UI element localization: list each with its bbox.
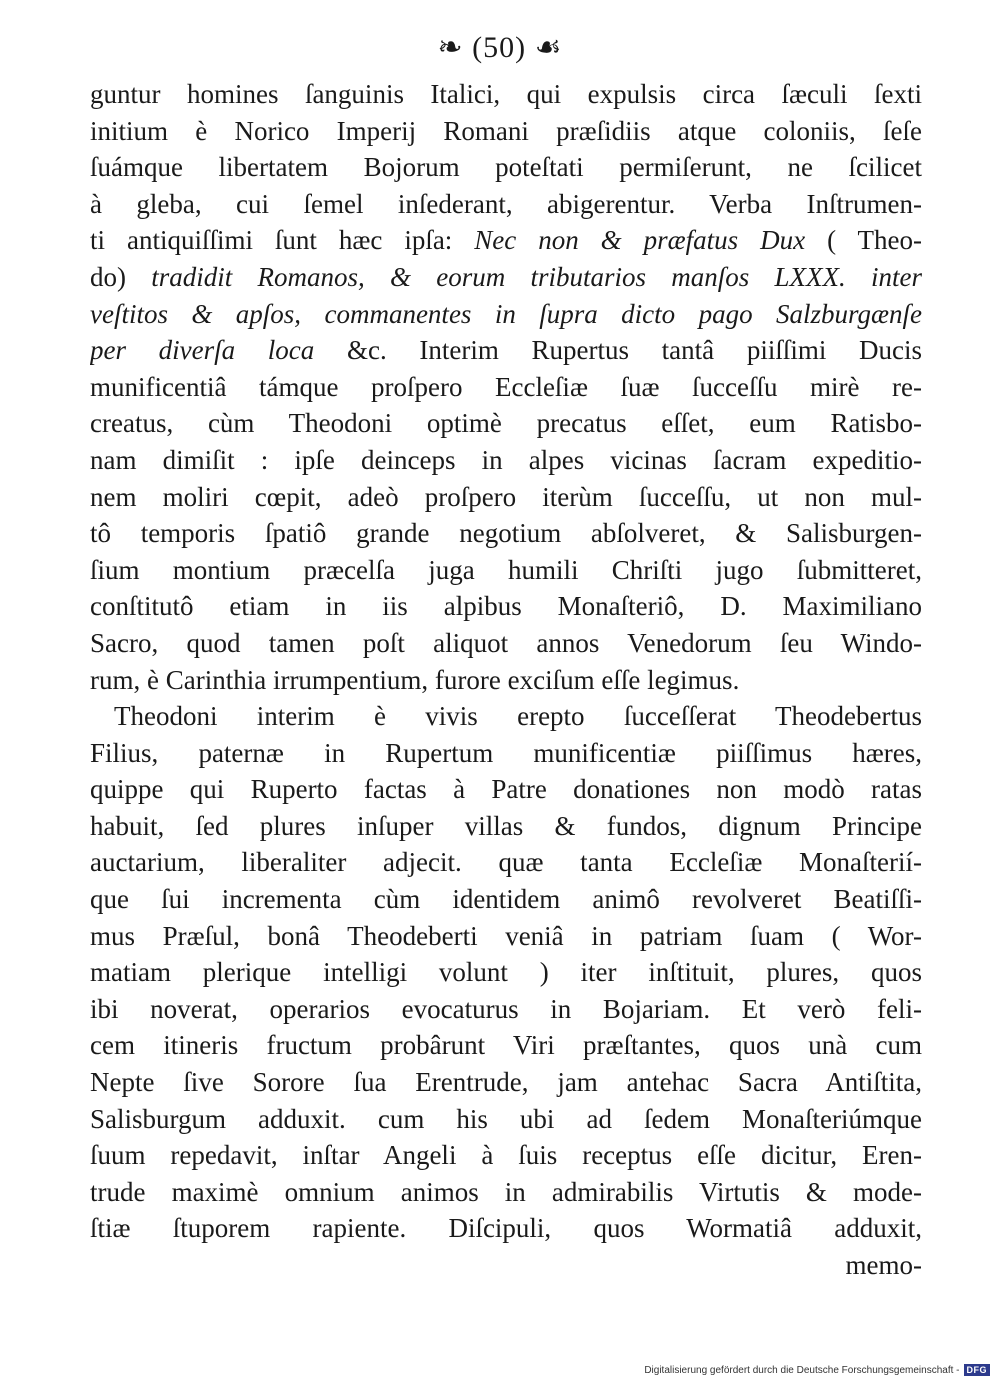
text-line bbox=[90, 552, 922, 589]
text-segment: ibi noverat, operarios evocaturus in Bojariam. Et verò feli- bbox=[90, 993, 922, 1024]
text-line bbox=[90, 954, 922, 991]
text-line bbox=[90, 296, 922, 333]
text-line bbox=[90, 332, 922, 369]
text-segment: &c. Interim Rupertus tantâ piiſſimi Ducis bbox=[314, 335, 922, 366]
text-segment: cem itineris fructum probârunt Viri præſtantes, quos unà cum bbox=[90, 1030, 922, 1061]
page-number: (50) bbox=[472, 31, 527, 64]
text-line bbox=[90, 771, 922, 808]
text-segment: memo- bbox=[845, 1250, 922, 1280]
text-segment: tô temporis ſpatiô grande negotium abſolveret, & Salisburgen- bbox=[90, 518, 922, 549]
text-line bbox=[90, 991, 922, 1028]
text-segment: quippe qui Ruperto factas à Patre donationes non modò ratas bbox=[90, 774, 922, 805]
text-segment: mus Præſul, bonâ Theodeberti veniâ in patriam ſuam ( Wor- bbox=[90, 920, 922, 951]
text-segment: ti antiquiſſimi ſunt hæc ipſa: bbox=[90, 225, 475, 256]
text-line bbox=[90, 881, 922, 918]
text-segment: rum, è Carinthia irrumpentium, furore exciſum eſſe legimus. bbox=[90, 664, 740, 695]
text-segment: munificentiâ támque proſpero Eccleſiæ ſuæ ſucceſſu mirè re- bbox=[90, 371, 922, 402]
text-line bbox=[90, 698, 922, 735]
text-line bbox=[90, 369, 922, 406]
body-text bbox=[90, 76, 922, 1284]
ornament-right-icon: ☙ bbox=[534, 31, 563, 64]
text-line bbox=[90, 1174, 922, 1211]
text-line bbox=[90, 222, 922, 259]
text-line bbox=[90, 1137, 922, 1174]
text-segment: habuit, ſed plures inſuper villas & fundos, dignum Principe bbox=[90, 810, 922, 841]
text-segment: ( Theo- bbox=[805, 225, 922, 256]
text-line bbox=[90, 76, 922, 113]
text-segment: creatus, cùm Theodoni optimè precatus eſſet, eum Ratisbo- bbox=[90, 408, 922, 439]
text-segment: ſium montium præcelſa juga humili Chriſti jugo ſubmitteret, bbox=[90, 554, 922, 585]
text-segment: nam dimiſit : ipſe deinceps in alpes vicinas ſacram expeditio- bbox=[90, 444, 922, 475]
text-segment: Filius, paternæ in Rupertum munificentiæ piiſſimus hæres, bbox=[90, 737, 922, 768]
text-line bbox=[90, 808, 922, 845]
text-line bbox=[90, 479, 922, 516]
text-segment: matiam plerique intelligi volunt ) iter inſtituit, plures, quos bbox=[90, 957, 922, 988]
dfg-logo-icon: DFG bbox=[964, 1364, 991, 1376]
text-segment: Nepte ſive Sorore ſua Erentrude, jam antehac Sacra Antiſtita, bbox=[90, 1067, 922, 1098]
text-line bbox=[90, 405, 922, 442]
text-line bbox=[90, 918, 922, 955]
text-segment: trude maximè omnium animos in admirabilis Virtutis & mode- bbox=[90, 1176, 922, 1207]
text-line bbox=[90, 1101, 922, 1138]
italic-segment: Nec non & præfatus Dux bbox=[474, 225, 806, 256]
text-line bbox=[90, 735, 922, 772]
text-segment: à gleba, cui ſemel inſederant, abigerentur. Verba Inſtrumen- bbox=[90, 188, 922, 219]
text-segment: Salisburgum adduxit. cum his ubi ad ſedem Monaſteriúmque bbox=[90, 1103, 922, 1134]
footer bbox=[644, 1364, 990, 1376]
text-line bbox=[90, 186, 922, 223]
text-segment: conſtitutô etiam in iis alpibus Monaſteriô, D. Maximiliano bbox=[90, 591, 922, 622]
footer-text: Digitalisierung gefördert durch die Deutsche Forschungsgemeinschaft - bbox=[644, 1364, 960, 1376]
text-segment: initium è Norico Imperij Romani præſidiis atque coloniis, ſeſe bbox=[90, 115, 922, 146]
text-line bbox=[90, 515, 922, 552]
text-line bbox=[90, 1064, 922, 1101]
text-segment: guntur homines ſanguinis Italici, qui expulsis circa ſæculi ſexti bbox=[90, 79, 922, 109]
text-segment: auctarium, liberaliter adjecit. quæ tanta Eccleſiæ Monaſterií- bbox=[90, 847, 922, 878]
text-segment: Theodoni interim è vivis erepto ſucceſſerat Theodebertus bbox=[114, 701, 922, 732]
text-segment: ſuámque libertatem Bojorum poteſtati permiſerunt, ne ſcilicet bbox=[90, 152, 922, 183]
text-line bbox=[90, 442, 922, 479]
text-line bbox=[90, 113, 922, 150]
text-segment: do) bbox=[90, 261, 152, 292]
ornament-left-icon: ❧ bbox=[437, 31, 464, 64]
text-line bbox=[90, 259, 922, 296]
text-line bbox=[90, 149, 922, 186]
italic-segment: veſtitos & apſos, commanentes in ſupra dicto pago Salzburgænſe bbox=[90, 298, 922, 329]
text-segment: que ſui incrementa cùm identidem animô revolveret Beatiſſi- bbox=[90, 884, 922, 915]
text-line bbox=[90, 1027, 922, 1064]
text-segment: ſtiæ ſtuporem rapiente. Diſcipuli, quos Wormatiâ adduxit, bbox=[90, 1213, 922, 1244]
text-segment: Sacro, quod tamen poſt aliquot annos Venedorum ſeu Windo- bbox=[90, 627, 922, 658]
page-header bbox=[0, 30, 1000, 66]
text-line bbox=[90, 1210, 922, 1247]
italic-segment: per diverſa loca bbox=[90, 335, 315, 366]
text-line bbox=[90, 662, 922, 699]
text-segment: nem moliri cœpit, adeò proſpero iterùm ſucceſſu, ut non mul- bbox=[90, 481, 922, 512]
text-line bbox=[90, 1247, 922, 1284]
text-line bbox=[90, 844, 922, 881]
text-line bbox=[90, 588, 922, 625]
text-line bbox=[90, 625, 922, 662]
italic-segment: tradidit Romanos, & eorum tributarios manſos LXXX. inter bbox=[151, 261, 922, 292]
text-segment: ſuum repedavit, inſtar Angeli à ſuis receptus eſſe dicitur, Eren- bbox=[90, 1140, 922, 1171]
